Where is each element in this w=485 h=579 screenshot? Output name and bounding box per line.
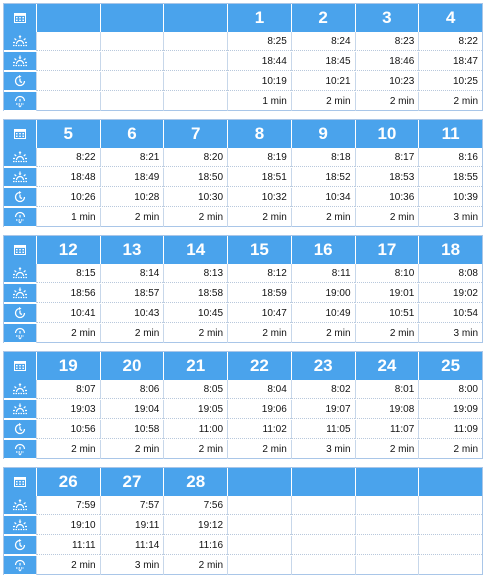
empty-cell [36, 52, 100, 71]
change-value: 2 min [36, 324, 100, 343]
empty-cell [227, 516, 291, 535]
change-row [4, 208, 482, 227]
day-change-icon [4, 92, 36, 111]
day-number: 21 [163, 352, 227, 380]
sunset-row [4, 400, 482, 419]
sunset-value: 18:58 [163, 284, 227, 303]
week-header [4, 4, 482, 32]
sunrise-row [4, 380, 482, 399]
empty-cell [163, 92, 227, 111]
empty-day-header [355, 468, 419, 496]
sunset-value: 19:10 [36, 516, 100, 535]
day-number: 20 [100, 352, 164, 380]
sunrise-icon [4, 148, 36, 167]
sunrise-icon [4, 496, 36, 515]
day-number: 15 [227, 236, 291, 264]
day-number: 12 [36, 236, 100, 264]
day-number: 17 [355, 236, 419, 264]
length-value: 11:16 [163, 536, 227, 555]
change-value: 2 min [291, 92, 355, 111]
length-value: 10:58 [100, 420, 164, 439]
empty-day-header [418, 468, 482, 496]
day-number: 7 [163, 120, 227, 148]
sunset-value: 18:50 [163, 168, 227, 187]
length-value: 10:32 [227, 188, 291, 207]
length-value: 10:43 [100, 304, 164, 323]
day-length-icon [4, 536, 36, 555]
change-value: 2 min [163, 556, 227, 575]
sunset-value: 19:04 [100, 400, 164, 419]
sunset-icon [4, 168, 36, 187]
day-change-icon [4, 324, 36, 343]
day-number: 1 [227, 4, 291, 32]
empty-cell [418, 556, 482, 575]
empty-cell [163, 52, 227, 71]
length-value: 10:21 [291, 72, 355, 91]
sunrise-value: 8:16 [418, 148, 482, 167]
change-value: 2 min [163, 324, 227, 343]
day-number: 28 [163, 468, 227, 496]
day-length-icon [4, 304, 36, 323]
sunrise-value: 8:13 [163, 264, 227, 283]
empty-day-header [163, 4, 227, 32]
length-value: 10:41 [36, 304, 100, 323]
change-value: 2 min [355, 440, 419, 459]
empty-cell [291, 556, 355, 575]
day-number: 14 [163, 236, 227, 264]
day-change-icon [4, 208, 36, 227]
change-value: 2 min [227, 208, 291, 227]
sunset-value: 19:00 [291, 284, 355, 303]
week-header [4, 236, 482, 264]
day-number: 18 [418, 236, 482, 264]
week-block [3, 467, 483, 575]
change-value: 2 min [36, 556, 100, 575]
sunset-value: 19:12 [163, 516, 227, 535]
day-number: 23 [291, 352, 355, 380]
sunset-icon [4, 52, 36, 71]
sunset-value: 19:09 [418, 400, 482, 419]
day-number: 27 [100, 468, 164, 496]
day-change-icon [4, 556, 36, 575]
length-row [4, 420, 482, 439]
length-value: 11:02 [227, 420, 291, 439]
change-value: 2 min [355, 208, 419, 227]
sunset-value: 18:49 [100, 168, 164, 187]
day-number: 3 [355, 4, 419, 32]
day-number: 16 [291, 236, 355, 264]
day-length-icon [4, 188, 36, 207]
change-value: 2 min [100, 440, 164, 459]
length-value: 11:11 [36, 536, 100, 555]
change-value: 2 min [227, 440, 291, 459]
change-row [4, 92, 482, 111]
length-value: 11:07 [355, 420, 419, 439]
empty-cell [100, 52, 164, 71]
day-number: 4 [418, 4, 482, 32]
length-row [4, 304, 482, 323]
day-length-icon [4, 420, 36, 439]
empty-cell [291, 496, 355, 515]
empty-cell [355, 516, 419, 535]
length-value: 10:30 [163, 188, 227, 207]
sunrise-value: 8:19 [227, 148, 291, 167]
week-block [3, 119, 483, 227]
length-row [4, 72, 482, 91]
change-value: 2 min [355, 324, 419, 343]
week-block [3, 3, 483, 111]
sunset-value: 18:55 [418, 168, 482, 187]
sunrise-value: 8:10 [355, 264, 419, 283]
sunrise-row [4, 264, 482, 283]
sunrise-value: 8:05 [163, 380, 227, 399]
change-value: 2 min [163, 208, 227, 227]
empty-cell [36, 72, 100, 91]
change-value: 2 min [418, 92, 482, 111]
sunset-value: 19:07 [291, 400, 355, 419]
sunrise-value: 7:59 [36, 496, 100, 515]
week-header [4, 352, 482, 380]
calendar-icon [4, 468, 36, 496]
change-value: 3 min [100, 556, 164, 575]
day-number: 10 [355, 120, 419, 148]
change-value: 3 min [291, 440, 355, 459]
sunset-value: 18:48 [36, 168, 100, 187]
sunset-row [4, 284, 482, 303]
sunrise-value: 8:23 [355, 32, 419, 51]
empty-cell [291, 536, 355, 555]
sunset-value: 19:03 [36, 400, 100, 419]
change-value: 2 min [355, 92, 419, 111]
sunset-value: 18:52 [291, 168, 355, 187]
day-number: 13 [100, 236, 164, 264]
day-number: 19 [36, 352, 100, 380]
change-value: 2 min [227, 324, 291, 343]
sunrise-value: 8:22 [36, 148, 100, 167]
empty-day-header [100, 4, 164, 32]
sunset-value: 19:08 [355, 400, 419, 419]
change-value: 2 min [36, 440, 100, 459]
sunrise-value: 8:20 [163, 148, 227, 167]
sunrise-value: 8:15 [36, 264, 100, 283]
sunrise-icon [4, 380, 36, 399]
length-value: 10:19 [227, 72, 291, 91]
sunrise-value: 7:56 [163, 496, 227, 515]
sunset-row [4, 516, 482, 535]
sunrise-value: 8:24 [291, 32, 355, 51]
empty-cell [355, 496, 419, 515]
length-value: 10:36 [355, 188, 419, 207]
sunset-icon [4, 516, 36, 535]
calendar-icon [4, 352, 36, 380]
sunset-row [4, 52, 482, 71]
sunrise-value: 8:11 [291, 264, 355, 283]
sunrise-value: 8:00 [418, 380, 482, 399]
length-value: 10:25 [418, 72, 482, 91]
day-change-icon [4, 440, 36, 459]
day-number: 11 [418, 120, 482, 148]
length-value: 10:26 [36, 188, 100, 207]
sunset-value: 18:46 [355, 52, 419, 71]
length-row [4, 536, 482, 555]
calendar-icon [4, 4, 36, 32]
length-value: 10:23 [355, 72, 419, 91]
empty-day-header [36, 4, 100, 32]
sunrise-icon [4, 32, 36, 51]
day-number: 24 [355, 352, 419, 380]
change-value: 2 min [163, 440, 227, 459]
sunrise-value: 8:17 [355, 148, 419, 167]
sunrise-row [4, 496, 482, 515]
sunset-value: 19:11 [100, 516, 164, 535]
calendar-icon [4, 120, 36, 148]
day-number: 25 [418, 352, 482, 380]
change-value: 2 min [100, 324, 164, 343]
sunrise-value: 8:25 [227, 32, 291, 51]
length-value: 10:45 [163, 304, 227, 323]
day-length-icon [4, 72, 36, 91]
sunset-value: 18:45 [291, 52, 355, 71]
sunrise-value: 8:22 [418, 32, 482, 51]
change-value: 1 min [36, 208, 100, 227]
sunset-value: 19:02 [418, 284, 482, 303]
sunset-value: 18:53 [355, 168, 419, 187]
length-value: 10:28 [100, 188, 164, 207]
length-value: 10:51 [355, 304, 419, 323]
empty-cell [227, 496, 291, 515]
sunset-icon [4, 284, 36, 303]
empty-cell [227, 536, 291, 555]
empty-cell [36, 32, 100, 51]
empty-cell [418, 516, 482, 535]
empty-cell [418, 536, 482, 555]
week-block [3, 235, 483, 343]
empty-day-header [227, 468, 291, 496]
sunrise-value: 8:02 [291, 380, 355, 399]
empty-cell [418, 496, 482, 515]
sunrise-row [4, 32, 482, 51]
sunrise-value: 8:01 [355, 380, 419, 399]
change-row [4, 440, 482, 459]
length-value: 10:49 [291, 304, 355, 323]
day-number: 26 [36, 468, 100, 496]
day-number: 6 [100, 120, 164, 148]
sunrise-value: 8:04 [227, 380, 291, 399]
empty-cell [36, 92, 100, 111]
length-value: 10:56 [36, 420, 100, 439]
length-value: 11:14 [100, 536, 164, 555]
length-value: 11:09 [418, 420, 482, 439]
sunset-value: 18:47 [418, 52, 482, 71]
sunset-value: 18:44 [227, 52, 291, 71]
sunset-icon [4, 400, 36, 419]
length-value: 11:00 [163, 420, 227, 439]
sunset-value: 18:56 [36, 284, 100, 303]
sunset-row [4, 168, 482, 187]
sunset-value: 18:59 [227, 284, 291, 303]
change-value: 3 min [418, 208, 482, 227]
sunset-value: 18:57 [100, 284, 164, 303]
day-number: 9 [291, 120, 355, 148]
day-number: 22 [227, 352, 291, 380]
sunrise-value: 8:07 [36, 380, 100, 399]
length-value: 10:47 [227, 304, 291, 323]
empty-cell [100, 92, 164, 111]
empty-cell [100, 32, 164, 51]
sunrise-value: 7:57 [100, 496, 164, 515]
week-header [4, 468, 482, 496]
day-number: 2 [291, 4, 355, 32]
empty-cell [355, 536, 419, 555]
empty-cell [227, 556, 291, 575]
sunrise-value: 8:14 [100, 264, 164, 283]
day-number: 8 [227, 120, 291, 148]
week-header [4, 120, 482, 148]
change-row [4, 556, 482, 575]
sunrise-value: 8:12 [227, 264, 291, 283]
sunrise-value: 8:21 [100, 148, 164, 167]
length-value: 11:05 [291, 420, 355, 439]
sunrise-value: 8:08 [418, 264, 482, 283]
empty-cell [163, 72, 227, 91]
sunrise-value: 8:06 [100, 380, 164, 399]
length-value: 10:34 [291, 188, 355, 207]
change-value: 1 min [227, 92, 291, 111]
sunset-value: 19:01 [355, 284, 419, 303]
change-value: 2 min [100, 208, 164, 227]
change-value: 3 min [418, 324, 482, 343]
day-number: 5 [36, 120, 100, 148]
empty-cell [163, 32, 227, 51]
sunset-value: 19:05 [163, 400, 227, 419]
sunset-value: 19:06 [227, 400, 291, 419]
sunrise-value: 8:18 [291, 148, 355, 167]
length-value: 10:54 [418, 304, 482, 323]
sunrise-icon [4, 264, 36, 283]
change-row [4, 324, 482, 343]
empty-cell [355, 556, 419, 575]
length-value: 10:39 [418, 188, 482, 207]
week-block [3, 351, 483, 459]
change-value: 2 min [291, 208, 355, 227]
change-value: 2 min [418, 440, 482, 459]
change-value: 2 min [291, 324, 355, 343]
empty-day-header [291, 468, 355, 496]
sunrise-row [4, 148, 482, 167]
calendar-icon [4, 236, 36, 264]
sunset-value: 18:51 [227, 168, 291, 187]
empty-cell [291, 516, 355, 535]
empty-cell [100, 72, 164, 91]
length-row [4, 188, 482, 207]
